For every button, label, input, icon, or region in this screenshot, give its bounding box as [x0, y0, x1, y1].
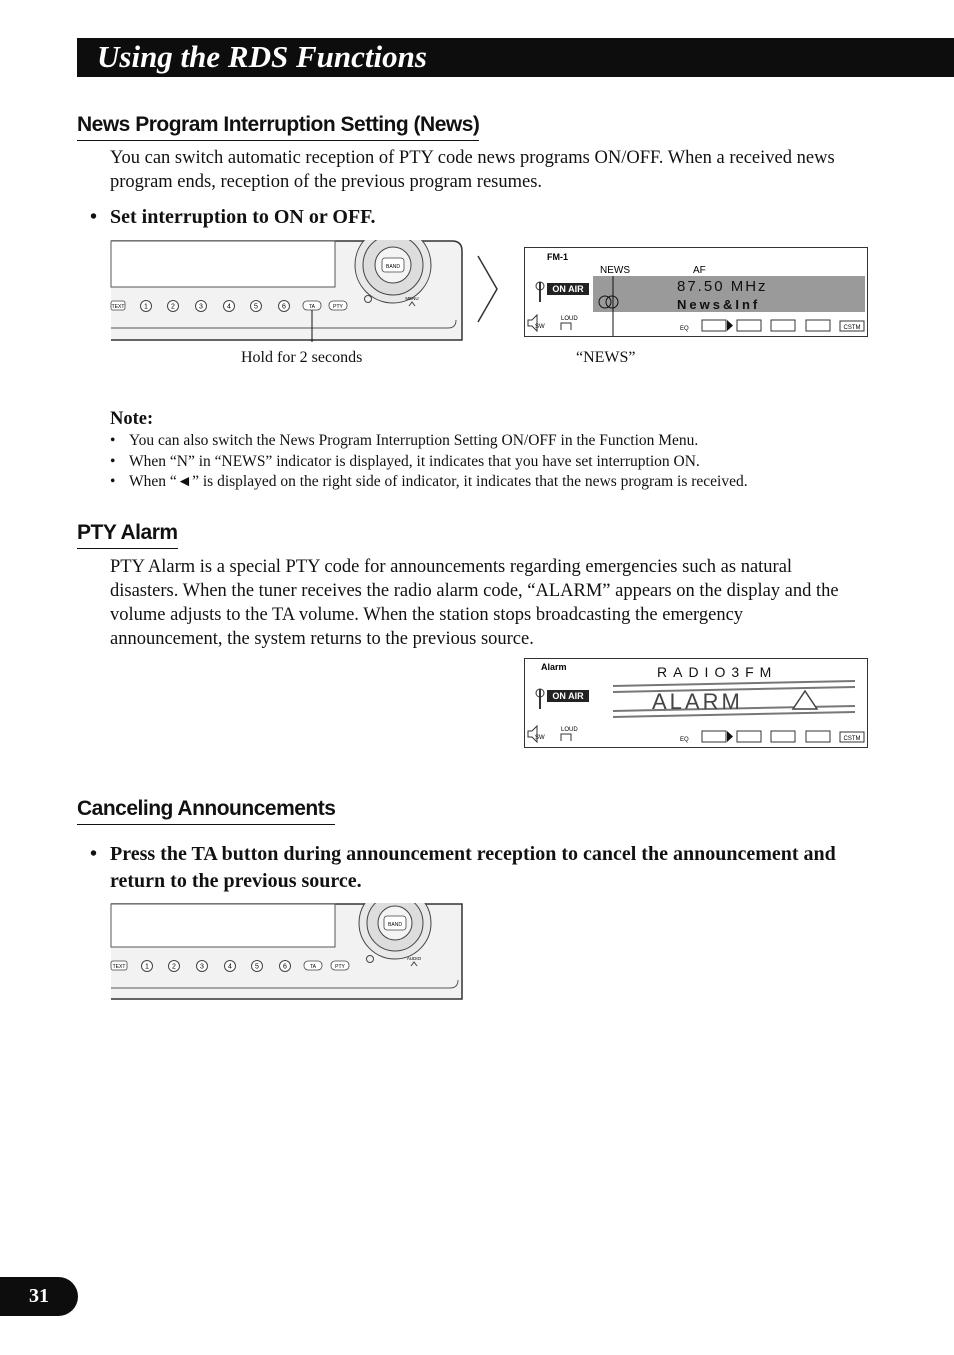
- note-list: [110, 431, 748, 493]
- page-title: Using the RDS Functions: [97, 39, 427, 74]
- lcd-alarm-cstm: CSTM: [843, 736, 861, 742]
- unit1-band-label: BAND: [386, 264, 400, 270]
- antenna-icon: [536, 282, 544, 302]
- unit2-text-button: TEXT: [112, 964, 126, 970]
- note-item: • When “◄” is displayed on the right side of indicator, it indicates that the news program is received.: [110, 472, 748, 493]
- section-heading-news: News Program Interruption Setting (News): [77, 112, 479, 141]
- svg-text:2: 2: [171, 303, 175, 311]
- caption-hold: Hold for 2 seconds: [241, 349, 363, 366]
- unit2-audio-label: AUDIO: [406, 956, 422, 961]
- lcd-frequency: 87.50 MHz: [677, 278, 768, 295]
- lcd-loud: LOUD: [561, 316, 578, 322]
- lcd-alarm-mode: Alarm: [541, 662, 567, 672]
- svg-text:6: 6: [282, 303, 286, 311]
- svg-text:6: 6: [283, 963, 287, 971]
- svg-text:4: 4: [227, 303, 231, 311]
- cancel-instruction-text: Press the TA button during announcement reception to cancel the announcement and return to the previous source.: [110, 843, 836, 892]
- head-unit-illustration-2: [110, 903, 465, 1001]
- lcd-cstm: CSTM: [843, 325, 861, 331]
- svg-text:5: 5: [255, 963, 259, 971]
- svg-text:5: 5: [254, 303, 258, 311]
- header-banner: [77, 38, 954, 77]
- news-instruction-text: Set interruption to ON or OFF.: [110, 206, 376, 228]
- arrow-right-icon: [476, 254, 500, 324]
- warning-icon: [793, 691, 817, 709]
- lcd-news-label: NEWS: [600, 265, 630, 276]
- note-title: Note:: [110, 409, 154, 429]
- unit1-text-button: TEXT: [111, 304, 125, 310]
- unit1-pty-button: PTY: [333, 304, 343, 310]
- svg-text:1: 1: [145, 963, 149, 971]
- alarm-body: PTY Alarm is a special PTY code for announcements regarding emergencies such as natural disasters. When the tuner receives the radio alarm code, “ALARM” appears on the display and the volume adjusts to the TA volume. When the station stops broadcasting the emergency announcement, the system returns to the previous source.: [110, 557, 839, 649]
- lcd-display-news: [524, 247, 868, 337]
- lcd-alarm-on-air: ON AIR: [552, 691, 584, 701]
- eq-curve-icons: [702, 320, 830, 331]
- page-number: 31: [0, 1277, 78, 1316]
- lcd-sw: SW: [535, 324, 545, 330]
- svg-text:2: 2: [172, 963, 176, 971]
- lcd-alarm-loud: LOUD: [561, 727, 578, 733]
- unit1-menu-label: MENU: [405, 296, 419, 301]
- svg-text:4: 4: [228, 963, 232, 971]
- lcd-display-alarm: [524, 658, 868, 748]
- unit1-ta-button: TA: [308, 304, 316, 310]
- svg-text:3: 3: [200, 963, 204, 971]
- note-item: • You can also switch the News Program Interruption Setting ON/OFF in the Function Menu.: [110, 431, 748, 452]
- lcd-eq: EQ: [680, 326, 689, 332]
- lcd-program: News&Inf: [677, 297, 761, 312]
- lcd-alarm-sw: SW: [535, 735, 545, 741]
- unit2-band-label: BAND: [388, 922, 402, 928]
- section-heading-alarm: PTY Alarm: [77, 520, 178, 549]
- antenna-icon: [536, 689, 544, 709]
- news-body: You can switch automatic reception of PTY code news programs ON/OFF. When a received news program ends, reception of the previous program resumes.: [110, 148, 835, 192]
- unit2-pty-button: PTY: [335, 964, 345, 970]
- lcd-af-label: AF: [693, 265, 706, 276]
- svg-text:3: 3: [199, 303, 203, 311]
- lcd-on-air: ON AIR: [552, 284, 584, 294]
- section-heading-cancel: Canceling Announcements: [77, 796, 335, 825]
- note-item: • When “N” in “NEWS” indicator is displayed, it indicates that you have set interruption ON.: [110, 452, 748, 473]
- lcd-band: FM-1: [547, 252, 568, 262]
- lcd-alarm-text: ALARM: [652, 689, 743, 714]
- lcd-station: RADIO3FM: [657, 664, 778, 680]
- head-unit-illustration: [110, 240, 465, 342]
- caption-news: “NEWS”: [576, 349, 636, 366]
- unit2-ta-button: TA: [309, 964, 317, 970]
- svg-text:1: 1: [144, 303, 148, 311]
- lcd-alarm-eq: EQ: [680, 737, 689, 743]
